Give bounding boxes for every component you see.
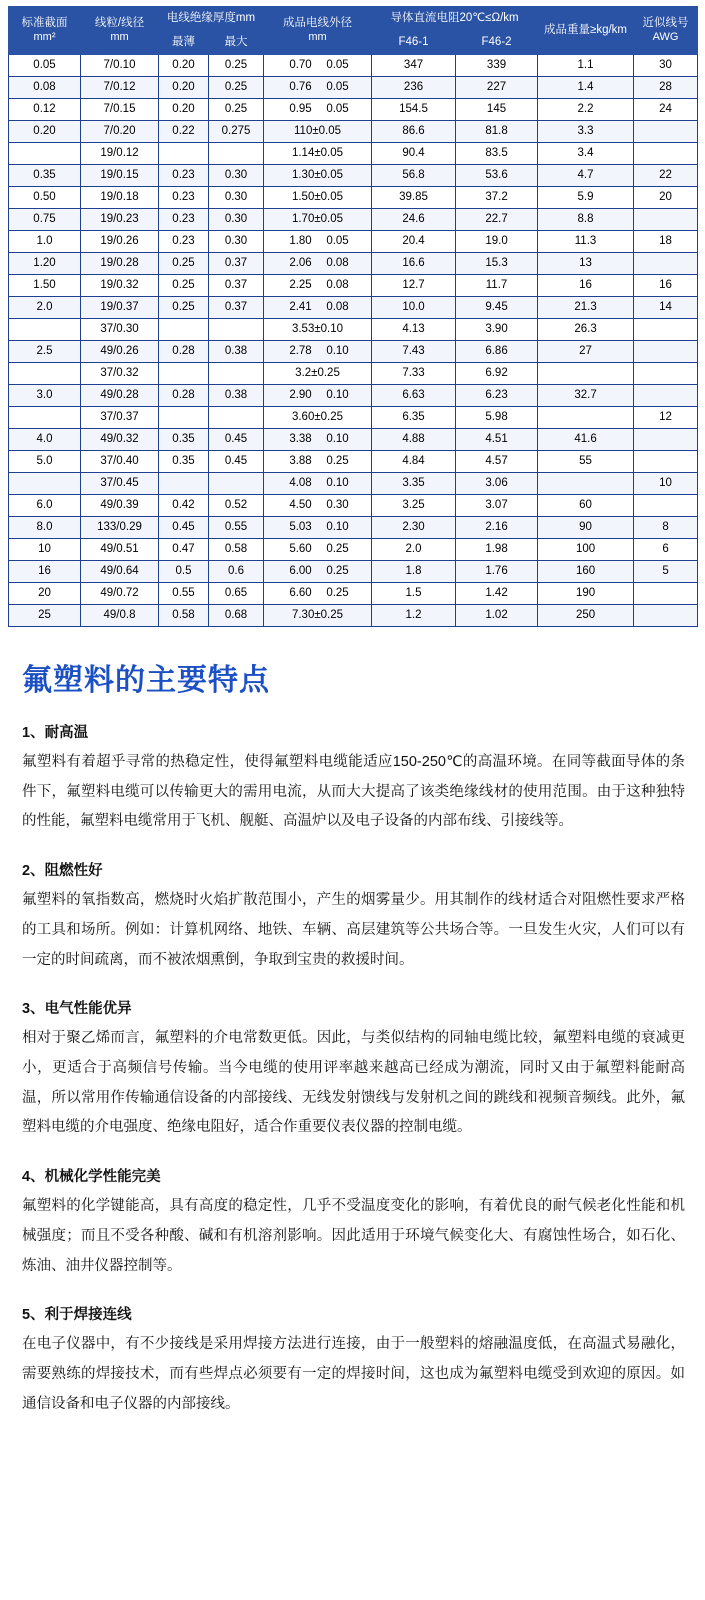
- cell-resistance-f46-1: 10.0: [372, 297, 456, 319]
- cell-awg: 10: [634, 473, 698, 495]
- cell-insulation-min: 0.35: [159, 451, 209, 473]
- cell-section: 20: [9, 583, 81, 605]
- cell-awg: 24: [634, 99, 698, 121]
- cell-weight: 160: [538, 561, 634, 583]
- cell-weight: 2.2: [538, 99, 634, 121]
- cell-resistance-f46-1: 1.2: [372, 605, 456, 627]
- table-body: [9, 55, 698, 627]
- cell-strand: 133/0.29: [81, 517, 159, 539]
- cell-outer-diameter: 2.90 0.10: [264, 385, 372, 407]
- table-row: [9, 99, 698, 121]
- cell-insulation-max: 0.25: [209, 77, 264, 99]
- cell-insulation-min: 0.23: [159, 209, 209, 231]
- cell-weight: 3.3: [538, 121, 634, 143]
- table-row: [9, 209, 698, 231]
- table-header: [9, 7, 698, 55]
- header-od-line2: mm: [308, 30, 327, 43]
- cell-insulation-max: [209, 407, 264, 429]
- cell-weight: 90: [538, 517, 634, 539]
- cell-insulation-min: [159, 319, 209, 341]
- cell-resistance-f46-2: 3.90: [456, 319, 538, 341]
- cell-weight: [538, 407, 634, 429]
- cell-awg: 22: [634, 165, 698, 187]
- cell-section: [9, 319, 81, 341]
- cell-awg: [634, 605, 698, 627]
- table-row: [9, 561, 698, 583]
- cell-insulation-max: 0.25: [209, 55, 264, 77]
- cell-strand: 49/0.26: [81, 341, 159, 363]
- cell-weight: 13: [538, 253, 634, 275]
- cell-insulation-min: 0.42: [159, 495, 209, 517]
- cell-outer-diameter: 0.76 0.05: [264, 77, 372, 99]
- cell-insulation-max: 0.38: [209, 341, 264, 363]
- header-section-line2: mm²: [33, 30, 56, 43]
- header-section: [9, 7, 81, 55]
- cell-insulation-min: 0.20: [159, 77, 209, 99]
- cell-section: 25: [9, 605, 81, 627]
- cell-resistance-f46-1: 154.5: [372, 99, 456, 121]
- cell-section: 8.0: [9, 517, 81, 539]
- cell-insulation-max: 0.37: [209, 275, 264, 297]
- cell-outer-diameter: 4.50 0.30: [264, 495, 372, 517]
- cell-strand: 37/0.45: [81, 473, 159, 495]
- cell-resistance-f46-1: 86.6: [372, 121, 456, 143]
- cell-resistance-f46-1: 2.0: [372, 539, 456, 561]
- cell-resistance-f46-1: 24.6: [372, 209, 456, 231]
- cell-section: 0.20: [9, 121, 81, 143]
- cell-resistance-f46-2: 4.51: [456, 429, 538, 451]
- table-row: [9, 583, 698, 605]
- cell-insulation-max: 0.45: [209, 429, 264, 451]
- cell-resistance-f46-1: 4.88: [372, 429, 456, 451]
- cell-outer-diameter: 5.60 0.25: [264, 539, 372, 561]
- cell-resistance-f46-1: 3.35: [372, 473, 456, 495]
- cell-insulation-max: 0.30: [209, 165, 264, 187]
- table-row: [9, 495, 698, 517]
- cell-weight: 190: [538, 583, 634, 605]
- cell-strand: 19/0.32: [81, 275, 159, 297]
- header-section-line1: 标准截面: [21, 17, 68, 30]
- cell-resistance-f46-2: 1.02: [456, 605, 538, 627]
- cell-insulation-min: 0.23: [159, 165, 209, 187]
- cell-outer-diameter: 0.70 0.05: [264, 55, 372, 77]
- cell-weight: [538, 363, 634, 385]
- cell-awg: 30: [634, 55, 698, 77]
- cell-weight: 5.9: [538, 187, 634, 209]
- cell-awg: [634, 495, 698, 517]
- table-row: [9, 55, 698, 77]
- table-row: [9, 341, 698, 363]
- cell-outer-diameter: 3.2±0.25: [264, 363, 372, 385]
- cell-outer-diameter: 5.03 0.10: [264, 517, 372, 539]
- cell-weight: 26.3: [538, 319, 634, 341]
- cell-resistance-f46-2: 81.8: [456, 121, 538, 143]
- cell-insulation-max: [209, 473, 264, 495]
- cell-outer-diameter: 1.50±0.05: [264, 187, 372, 209]
- cell-insulation-max: [209, 363, 264, 385]
- cell-resistance-f46-2: 4.57: [456, 451, 538, 473]
- cell-resistance-f46-1: 20.4: [372, 231, 456, 253]
- cell-weight: 32.7: [538, 385, 634, 407]
- header-od-line1: 成品电线外径: [283, 17, 353, 30]
- cell-weight: 1.1: [538, 55, 634, 77]
- cell-section: 0.75: [9, 209, 81, 231]
- header-strand: [81, 7, 159, 55]
- cell-awg: [634, 583, 698, 605]
- table-row: [9, 451, 698, 473]
- cell-insulation-min: [159, 407, 209, 429]
- cell-awg: [634, 429, 698, 451]
- table-row: [9, 253, 698, 275]
- cell-insulation-max: 0.6: [209, 561, 264, 583]
- cell-resistance-f46-2: 2.16: [456, 517, 538, 539]
- cell-strand: 7/0.15: [81, 99, 159, 121]
- cell-resistance-f46-2: 9.45: [456, 297, 538, 319]
- cell-insulation-min: 0.25: [159, 275, 209, 297]
- cell-strand: 7/0.10: [81, 55, 159, 77]
- table-row: [9, 517, 698, 539]
- cell-resistance-f46-2: 83.5: [456, 143, 538, 165]
- cell-insulation-min: 0.20: [159, 99, 209, 121]
- cell-strand: 49/0.51: [81, 539, 159, 561]
- cell-insulation-max: 0.45: [209, 451, 264, 473]
- cell-outer-diameter: 1.14±0.05: [264, 143, 372, 165]
- cell-strand: 49/0.8: [81, 605, 159, 627]
- cell-outer-diameter: 2.06 0.08: [264, 253, 372, 275]
- cell-resistance-f46-2: 15.3: [456, 253, 538, 275]
- header-strand-line1: 线粒/线径: [94, 17, 145, 30]
- cell-awg: 6: [634, 539, 698, 561]
- cell-outer-diameter: 1.30±0.05: [264, 165, 372, 187]
- cell-section: [9, 407, 81, 429]
- cell-outer-diameter: 3.60±0.25: [264, 407, 372, 429]
- cell-weight: 11.3: [538, 231, 634, 253]
- cell-outer-diameter: 3.53±0.10: [264, 319, 372, 341]
- cell-insulation-min: [159, 363, 209, 385]
- cell-insulation-max: [209, 143, 264, 165]
- cell-insulation-min: 0.45: [159, 517, 209, 539]
- cell-insulation-max: 0.30: [209, 231, 264, 253]
- cell-strand: 49/0.72: [81, 583, 159, 605]
- cell-resistance-f46-2: 339: [456, 55, 538, 77]
- cell-resistance-f46-2: 11.7: [456, 275, 538, 297]
- feature-heading: 5、利于焊接连线: [22, 1307, 132, 1324]
- cell-insulation-max: 0.58: [209, 539, 264, 561]
- cell-insulation-max: 0.30: [209, 209, 264, 231]
- cell-section: 10: [9, 539, 81, 561]
- cell-strand: 49/0.28: [81, 385, 159, 407]
- cell-insulation-max: 0.55: [209, 517, 264, 539]
- cell-resistance-f46-2: 6.86: [456, 341, 538, 363]
- cell-awg: [634, 363, 698, 385]
- cell-resistance-f46-1: 6.35: [372, 407, 456, 429]
- cell-resistance-f46-1: 39.85: [372, 187, 456, 209]
- cell-resistance-f46-2: 1.98: [456, 539, 538, 561]
- cell-insulation-min: 0.47: [159, 539, 209, 561]
- cell-outer-diameter: 2.78 0.10: [264, 341, 372, 363]
- cell-outer-diameter: 0.95 0.05: [264, 99, 372, 121]
- cell-resistance-f46-1: 2.30: [372, 517, 456, 539]
- cell-strand: 19/0.18: [81, 187, 159, 209]
- cell-section: [9, 473, 81, 495]
- cell-insulation-max: 0.30: [209, 187, 264, 209]
- cell-insulation-max: 0.65: [209, 583, 264, 605]
- header-outer-diameter: [264, 7, 372, 55]
- header-awg-line2: AWG: [652, 30, 679, 43]
- header-weight: 成品重量≥kg/km: [538, 7, 634, 55]
- cell-resistance-f46-1: 1.5: [372, 583, 456, 605]
- cell-section: 0.08: [9, 77, 81, 99]
- cell-awg: [634, 319, 698, 341]
- cell-resistance-f46-1: 16.6: [372, 253, 456, 275]
- cell-strand: 19/0.28: [81, 253, 159, 275]
- cell-resistance-f46-1: 6.63: [372, 385, 456, 407]
- feature-heading: 1、耐高温: [22, 725, 89, 741]
- cell-resistance-f46-1: 4.13: [372, 319, 456, 341]
- cell-strand: 19/0.23: [81, 209, 159, 231]
- cell-resistance-f46-1: 12.7: [372, 275, 456, 297]
- cell-awg: [634, 341, 698, 363]
- cell-strand: 19/0.37: [81, 297, 159, 319]
- cell-resistance-f46-1: 4.84: [372, 451, 456, 473]
- cell-strand: 19/0.26: [81, 231, 159, 253]
- cell-strand: 7/0.12: [81, 77, 159, 99]
- cell-resistance-f46-2: 145: [456, 99, 538, 121]
- table-row: [9, 429, 698, 451]
- header-resistance: 导体直流电阻20℃≤Ω/km: [372, 7, 538, 31]
- cell-resistance-f46-2: 6.92: [456, 363, 538, 385]
- table-row: [9, 77, 698, 99]
- cell-insulation-min: [159, 473, 209, 495]
- cable-spec-table: [8, 6, 698, 627]
- cell-insulation-max: 0.37: [209, 297, 264, 319]
- cell-awg: [634, 121, 698, 143]
- page-title: 氟塑料的主要特点: [22, 664, 270, 697]
- cell-insulation-min: 0.22: [159, 121, 209, 143]
- cell-insulation-max: 0.275: [209, 121, 264, 143]
- cell-strand: 37/0.40: [81, 451, 159, 473]
- cell-insulation-max: 0.38: [209, 385, 264, 407]
- header-resistance-f46-2: F46-2: [456, 31, 538, 55]
- cell-section: 1.20: [9, 253, 81, 275]
- cell-section: 0.05: [9, 55, 81, 77]
- cell-resistance-f46-1: 7.43: [372, 341, 456, 363]
- cell-awg: 18: [634, 231, 698, 253]
- cell-awg: [634, 385, 698, 407]
- cell-section: 5.0: [9, 451, 81, 473]
- cell-resistance-f46-1: 1.8: [372, 561, 456, 583]
- cell-insulation-min: 0.55: [159, 583, 209, 605]
- cell-section: 0.12: [9, 99, 81, 121]
- cell-awg: 16: [634, 275, 698, 297]
- header-insulation-max: 最大: [209, 31, 264, 55]
- cell-weight: 1.4: [538, 77, 634, 99]
- cell-weight: 55: [538, 451, 634, 473]
- feature-body: 氟塑料的氧指数高，燃烧时火焰扩散范围小，产生的烟雾量少。用其制作的线材适合对阻燃性要求严格的工具和场所。例如：计算机网络、地铁、车辆、高层建筑等公共场合等。一旦发生火灾，人们可以有一定的时间疏离，而不被浓烟熏倒，争取到宝贵的救援时间。: [22, 892, 685, 968]
- table-row: [9, 297, 698, 319]
- table-row: [9, 319, 698, 341]
- header-strand-line2: mm: [110, 30, 129, 43]
- cell-section: 4.0: [9, 429, 81, 451]
- cell-outer-diameter: 1.70±0.05: [264, 209, 372, 231]
- cell-resistance-f46-1: 236: [372, 77, 456, 99]
- cell-awg: [634, 253, 698, 275]
- cell-awg: [634, 143, 698, 165]
- cell-section: 0.50: [9, 187, 81, 209]
- cell-section: [9, 363, 81, 385]
- cell-insulation-min: [159, 143, 209, 165]
- cell-awg: 5: [634, 561, 698, 583]
- cell-insulation-max: [209, 319, 264, 341]
- cell-insulation-max: 0.37: [209, 253, 264, 275]
- table-row: [9, 363, 698, 385]
- header-awg-line1: 近似线号: [642, 17, 689, 30]
- header-resistance-f46-1: F46-1: [372, 31, 456, 55]
- table-row: [9, 605, 698, 627]
- cell-resistance-f46-2: 6.23: [456, 385, 538, 407]
- cell-strand: 37/0.37: [81, 407, 159, 429]
- cell-resistance-f46-2: 1.42: [456, 583, 538, 605]
- cell-section: 6.0: [9, 495, 81, 517]
- cell-resistance-f46-2: 19.0: [456, 231, 538, 253]
- cell-awg: 28: [634, 77, 698, 99]
- cell-weight: 100: [538, 539, 634, 561]
- table-row: [9, 187, 698, 209]
- feature-body: 氟塑料的化学键能高，具有高度的稳定性，几乎不受温度变化的影响，有着优良的耐气候老化性能和机械强度；而且不受各种酸、碱和有机溶剂影响。因此适用于环境气候变化大、有腐蚀性场合，如石化、炼油、油井仪器控制等。: [22, 1198, 685, 1274]
- table-row: [9, 231, 698, 253]
- cell-strand: 49/0.64: [81, 561, 159, 583]
- cell-weight: 21.3: [538, 297, 634, 319]
- cell-outer-diameter: 3.88 0.25: [264, 451, 372, 473]
- feature-heading: 4、机械化学性能完美: [22, 1169, 161, 1186]
- cell-resistance-f46-2: 1.76: [456, 561, 538, 583]
- cell-strand: 19/0.12: [81, 143, 159, 165]
- cell-strand: 19/0.15: [81, 165, 159, 187]
- cell-weight: 3.4: [538, 143, 634, 165]
- cell-insulation-min: 0.35: [159, 429, 209, 451]
- cell-resistance-f46-2: 3.06: [456, 473, 538, 495]
- table-row: [9, 143, 698, 165]
- cell-section: 1.0: [9, 231, 81, 253]
- cell-resistance-f46-1: 347: [372, 55, 456, 77]
- table-row: [9, 385, 698, 407]
- table-row: [9, 539, 698, 561]
- cell-weight: 16: [538, 275, 634, 297]
- header-awg: [634, 7, 698, 55]
- table-header-row: [9, 7, 698, 31]
- cell-section: 1.50: [9, 275, 81, 297]
- cell-outer-diameter: 6.00 0.25: [264, 561, 372, 583]
- cell-weight: 8.8: [538, 209, 634, 231]
- cell-strand: 7/0.20: [81, 121, 159, 143]
- cell-outer-diameter: 7.30±0.25: [264, 605, 372, 627]
- cell-awg: 8: [634, 517, 698, 539]
- cell-weight: 250: [538, 605, 634, 627]
- cell-section: 2.5: [9, 341, 81, 363]
- cell-resistance-f46-2: 3.07: [456, 495, 538, 517]
- cell-outer-diameter: 2.41 0.08: [264, 297, 372, 319]
- cell-section: [9, 143, 81, 165]
- cell-awg: [634, 209, 698, 231]
- cell-strand: 49/0.39: [81, 495, 159, 517]
- cell-insulation-min: 0.28: [159, 341, 209, 363]
- table-row: [9, 275, 698, 297]
- cell-strand: 37/0.30: [81, 319, 159, 341]
- cell-insulation-max: 0.25: [209, 99, 264, 121]
- cell-resistance-f46-1: 3.25: [372, 495, 456, 517]
- feature-heading: 2、阻燃性好: [22, 863, 103, 880]
- cell-resistance-f46-2: 227: [456, 77, 538, 99]
- feature-body: 相对于聚乙烯而言，氟塑料的介电常数更低。因此，与类似结构的同轴电缆比较，氟塑料电缆的衰减更小，更适合于高频信号传输。当今电缆的使用评率越来越高已经成为潮流，同时又由于氟塑料能耐高温，所以常用作传输通信设备的内部接线、无线发射馈线与发射机之间的跳线和视频音频线。此外，氟塑料电缆的介电强度、绝缘电阻好，适合作重要仪表仪器的控制电缆。: [22, 1030, 685, 1136]
- cell-insulation-min: 0.23: [159, 187, 209, 209]
- feature-body: 在电子仪器中，有不少接线是采用焊接方法进行连接，由于一般塑料的熔融温度低，在高温式易融化，需要熟练的焊接技术，而有些焊点必须要有一定的焊接时间，这也成为氟塑料电缆受到欢迎的原因。如通信设备和电子仪器的内部接线。: [22, 1336, 685, 1412]
- cell-outer-diameter: 1.80 0.05: [264, 231, 372, 253]
- cell-insulation-min: 0.58: [159, 605, 209, 627]
- cell-weight: 27: [538, 341, 634, 363]
- cell-insulation-min: 0.25: [159, 253, 209, 275]
- cell-awg: [634, 451, 698, 473]
- cell-insulation-min: 0.25: [159, 297, 209, 319]
- cell-outer-diameter: 3.38 0.10: [264, 429, 372, 451]
- cell-outer-diameter: 110±0.05: [264, 121, 372, 143]
- cell-insulation-max: 0.52: [209, 495, 264, 517]
- cell-resistance-f46-2: 5.98: [456, 407, 538, 429]
- cell-resistance-f46-1: 90.4: [372, 143, 456, 165]
- cell-section: 3.0: [9, 385, 81, 407]
- cell-resistance-f46-2: 53.6: [456, 165, 538, 187]
- cell-awg: 14: [634, 297, 698, 319]
- cell-insulation-max: 0.68: [209, 605, 264, 627]
- cell-outer-diameter: 4.08 0.10: [264, 473, 372, 495]
- cell-insulation-min: 0.23: [159, 231, 209, 253]
- cell-awg: 20: [634, 187, 698, 209]
- features-content: [0, 721, 705, 1444]
- cell-weight: 4.7: [538, 165, 634, 187]
- cell-insulation-min: 0.28: [159, 385, 209, 407]
- table-row: [9, 473, 698, 495]
- feature-body: 氟塑料有着超乎寻常的热稳定性，使得氟塑料电缆能适应150-250℃的高温环境。在同等截面导体的条件下，氟塑料电缆可以传输更大的需用电流，从而大大提高了该类绝缘线材的使用范围。由于这种独特的性能，氟塑料电缆常用于飞机、舰艇、高温炉以及电子设备的内部布线、引接线等。: [22, 754, 685, 830]
- cell-outer-diameter: 6.60 0.25: [264, 583, 372, 605]
- cell-weight: 41.6: [538, 429, 634, 451]
- cell-resistance-f46-1: 7.33: [372, 363, 456, 385]
- cell-weight: [538, 473, 634, 495]
- table-row: [9, 121, 698, 143]
- cell-strand: 49/0.32: [81, 429, 159, 451]
- cell-awg: 12: [634, 407, 698, 429]
- cell-resistance-f46-1: 56.8: [372, 165, 456, 187]
- cell-outer-diameter: 2.25 0.08: [264, 275, 372, 297]
- table-row: [9, 407, 698, 429]
- spec-table-container: [0, 0, 705, 627]
- cell-section: 0.35: [9, 165, 81, 187]
- cell-section: 2.0: [9, 297, 81, 319]
- cell-resistance-f46-2: 37.2: [456, 187, 538, 209]
- feature-heading: 3、电气性能优异: [22, 1001, 132, 1018]
- header-insulation: 电线绝缘厚度mm: [159, 7, 264, 31]
- cell-resistance-f46-2: 22.7: [456, 209, 538, 231]
- cell-insulation-min: 0.5: [159, 561, 209, 583]
- table-row: [9, 165, 698, 187]
- cell-strand: 37/0.32: [81, 363, 159, 385]
- cell-insulation-min: 0.20: [159, 55, 209, 77]
- header-insulation-min: 最薄: [159, 31, 209, 55]
- cell-section: 16: [9, 561, 81, 583]
- cell-weight: 60: [538, 495, 634, 517]
